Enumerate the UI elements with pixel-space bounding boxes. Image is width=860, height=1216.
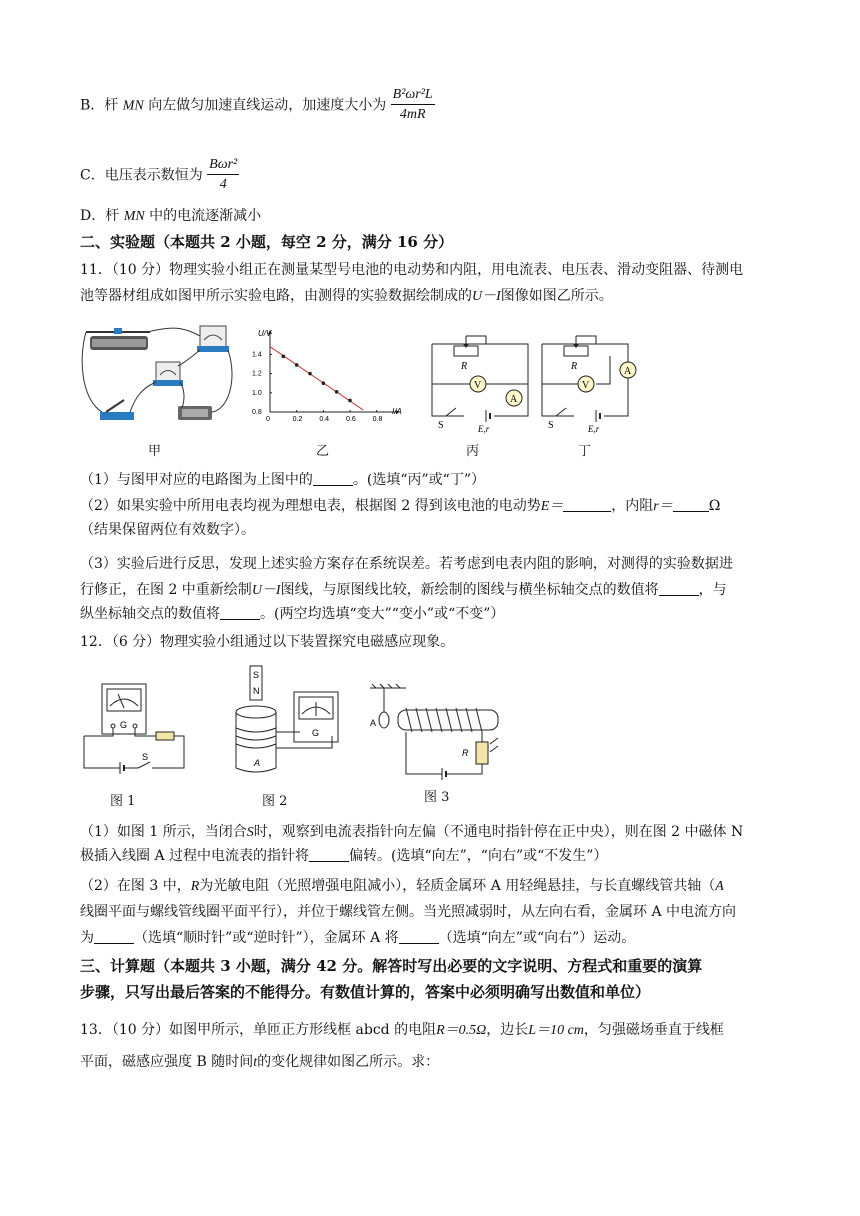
chart-y-tick-label: 1.4: [252, 351, 262, 359]
q11-part-2: （2）如果实验中所用电表均视为理想电表，根据图 2 得到该电池的电动势E＝ ，内阻r＝ Ω: [80, 498, 721, 514]
circuit-ding-s: S: [548, 420, 554, 431]
figure-yi-label: 乙: [316, 444, 330, 459]
q12-line-1: 12．（6 分）物理实验小组通过以下装置探究电磁感应现象。: [80, 634, 455, 650]
magnet-n: N: [253, 686, 260, 696]
chart-data-point: [322, 381, 326, 385]
q11-part-1: （1）与图甲对应的电路图为上图中的 。(选填“丙”或“丁”）: [80, 472, 485, 488]
circuit-ding-er: E,r: [588, 424, 600, 434]
q11-part-2-note: （结果保留两位有效数字）。: [80, 522, 255, 538]
answer-blank: [659, 581, 699, 596]
circuit-bing-a: A: [510, 394, 518, 405]
section-3-heading-line-1: 三、计算题（本题共 3 小题，满分 42 分。解答时写出必要的文字说明、方程式和重要的演算: [80, 957, 703, 975]
circuit-bing-s: S: [438, 420, 444, 431]
answer-blank: [673, 497, 709, 512]
chart-xlabel: I/A: [392, 407, 402, 416]
answer-blank: [94, 929, 134, 944]
answer-blank: [309, 847, 349, 862]
option-b: B．杆 MN 向左做匀加速直线运动，加速度大小为 $\frac{\text{B²ωr²L}}{4mR}$: [80, 86, 435, 125]
figure-3-solenoid: [366, 682, 506, 782]
section-3-heading-line-2: 步骤，只写出最后答案的不能得分。有数值计算的，答案中必须明确写出数值和单位）: [80, 983, 651, 1001]
option-c-fraction: $\frac{\text{Bωr²}}{4}$: [209, 157, 238, 192]
answer-blank: [563, 497, 611, 512]
chart-data-point: [282, 355, 286, 359]
circuit-ding-v: V: [582, 380, 590, 391]
figure-2-g: G: [312, 728, 320, 738]
option-c: C．电压表示数恒为 $\frac{\text{Bωr²}}{4}$: [80, 156, 239, 195]
figure-1-switch-s: S: [142, 752, 149, 762]
figure-jia-apparatus: [78, 320, 238, 430]
circuit-ding-a: A: [624, 366, 632, 377]
q12-part-2-line-1: （2）在图 3 中，R为光敏电阻（光照增强电阻减小），轻质金属环 A 用轻绳悬挂，与长直螺线管共轴（A: [80, 878, 724, 894]
figure-ding-label: 丁: [578, 444, 592, 459]
magnet-s: S: [253, 670, 260, 680]
figure-yi-chart: [250, 326, 410, 434]
q13-line-2: 平面，磁感应强度 B 随时间t的变化规律如图乙所示。求：: [80, 1054, 440, 1070]
q12-part-2-line-2: 线圈平面与螺线管线圈平面平行），并位于螺线管左侧。当光照减弱时，从左向右看，金属环 A 中电流方向: [80, 904, 737, 920]
chart-y-tick-label: 1.2: [252, 370, 262, 378]
q11-part-3-line-2: 行修正，在图 2 中重新绘制U－I图线，与原图线比较，新绘制的图线与横坐标轴交点的数值将 ，与: [80, 582, 727, 598]
section-2-heading: 二、实验题（本题共 2 小题，每空 2 分，满分 16 分）: [80, 233, 454, 251]
figure-bing-label: 丙: [466, 444, 480, 459]
figure-jia-label: 甲: [148, 444, 162, 459]
circuit-bing-er: E,r: [478, 424, 490, 434]
chart-data-point: [348, 399, 352, 403]
q11-line-2: 池等器材组成如图甲所示实验电路，由测得的实验数据绘制成的U－I图像如图乙所示。: [80, 288, 613, 304]
ring-a: A: [370, 718, 377, 728]
q11-part-3-line-1: （3）实验后进行反思，发现上述实验方案存在系统误差。若考虑到电表内阻的影响，对测得的实验数据进: [80, 556, 733, 572]
q13-line-1: 13．（10 分）如图甲所示，单匝正方形线框 abcd 的电阻R＝0.5Ω，边长L＝10 cm，匀强磁场垂直于线框: [80, 1022, 724, 1038]
circuit-ding-r: R: [571, 361, 578, 372]
q12-part-1-line-1: （1）如图 1 所示，当闭合S时，观察到电流表指针向左偏（不通电时指针停在正中央），则在图 2 中磁体 N: [80, 824, 744, 840]
chart-data-point: [295, 363, 299, 367]
q11-line-1: 11．（10 分）物理实验小组正在测量某型号电池的电动势和内阻，用电流表、电压表、滑动变阻器、待测电: [80, 262, 744, 278]
photoresistor-r: R: [462, 748, 469, 758]
q11-part-3-line-3: 纵坐标轴交点的数值将 。(两空均选填“变大”“变小”或“不变”）: [80, 606, 505, 622]
option-b-fraction: $\frac{\text{B²ωr²L}}{4mR}$: [392, 87, 433, 122]
circuit-bing-r: R: [461, 361, 468, 372]
chart-x-tick-label: 0.8: [372, 416, 383, 423]
chart-y-tick-label: 0.8: [252, 409, 262, 416]
chart-x-tick-label: 0.4: [319, 416, 330, 423]
figure-ding-circuit: [538, 332, 642, 436]
figure-bing-circuit: [428, 332, 532, 436]
figure-2-magnet-coil: [228, 664, 348, 780]
coil-a: A: [254, 758, 261, 768]
q12-part-2-line-3: 为 （选填“顺时针”或“逆时针”），金属环 A 将 （选填“向左”或“向右”）运动。: [80, 930, 636, 946]
figure-1-g: G: [120, 720, 128, 730]
figure-1-galvanometer-circuit: [80, 680, 190, 780]
answer-blank: [399, 929, 439, 944]
chart-y-tick-label: 1.0: [252, 389, 262, 397]
chart-ylabel: U/V: [258, 329, 272, 338]
option-d: D．杆 MN 中的电流逐渐减小: [80, 208, 262, 224]
q12-part-1-line-2: 极插入线圈 A 过程中电流表的指针将 偏转。(选填“向左”，“向右”或“不发生”）: [80, 848, 608, 864]
figure-2-label: 图 2: [262, 794, 288, 809]
chart-x-tick-label: 0.6: [346, 416, 356, 423]
chart-x-tick-label: 0.2: [292, 416, 303, 423]
figure-3-label: 图 3: [424, 790, 450, 805]
chart-x-tick-label: 0: [266, 416, 270, 423]
circuit-bing-v: V: [474, 380, 482, 391]
answer-blank: [313, 471, 353, 486]
chart-data-point: [335, 390, 339, 394]
chart-data-point: [308, 372, 312, 376]
answer-blank: [220, 605, 260, 620]
figure-1-label: 图 1: [110, 794, 136, 809]
